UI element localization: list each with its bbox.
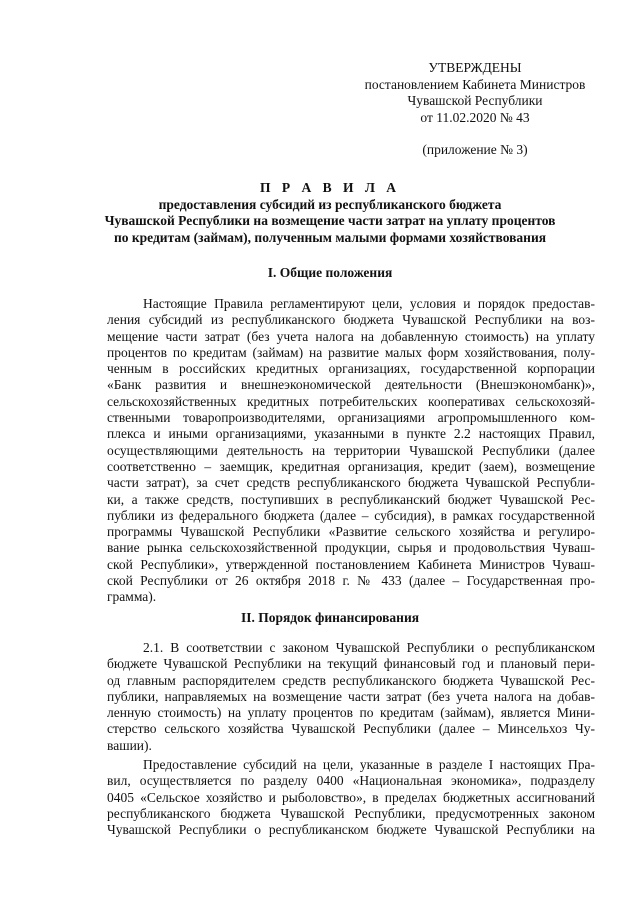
paragraph-line: ченным в российских кредитных организациях, государственной корпорации (107, 361, 595, 377)
paragraph-line: плекса и иными организациями, указанными в пункте 2.2 настоящих Правил, (107, 426, 595, 442)
paragraph-line: республиканского бюджета Чувашской Республики, предусмотренных законом (107, 805, 595, 821)
paragraph-line: ки, а также средств, поступивших в республиканский бюджет Чувашской Рес- (107, 491, 595, 507)
paragraph-line: бюджете Чувашской Республики на текущий финансовый год и плановый пери- (107, 656, 595, 672)
paragraph-line: мещение части затрат (без учета налога на добавленную стоимость) на уплату (107, 328, 595, 344)
paragraph-line: вание рынка сельскохозяйственной продукции, сырья и продовольствия Чуваш- (107, 540, 595, 556)
section-2-heading: II. Порядок финансирования (240, 610, 420, 625)
title-heading: П Р А В И Л А (259, 180, 401, 195)
paragraph-line: ской Республики от 26 октября 2018 г. № 433 (далее – Государственная про- (107, 573, 595, 589)
approval-republic: Чувашской Республики (407, 93, 543, 108)
document-title (60, 180, 600, 246)
title-line: по кредитам (займам), полученным малыми формами хозяйствования (113, 229, 547, 245)
paragraph-line: осуществляющими деятельность на территории Чувашской Республики (далее (107, 442, 595, 458)
paragraph-line: «Банк развития и внешнеэкономической деятельности (Внешэкономбанк)», (107, 377, 595, 393)
approval-stamp (340, 60, 610, 159)
paragraph-line: Предоставление субсидий на цели, указанные в разделе I настоящих Пра- (143, 757, 595, 772)
paragraph-line: ской Республики», утвержденной постановлением Кабинета Министров Чуваш- (107, 556, 595, 572)
paragraph-line: вашии). (107, 737, 152, 753)
approval-annex: (приложение № 3) (422, 142, 528, 157)
paragraph-line: программы Чувашской Республики «Развитие сельского хозяйства и регулиро- (107, 524, 595, 540)
approval-by-resolution: постановлением Кабинета Министров (364, 76, 586, 92)
section-1-heading: I. Общие положения (267, 265, 393, 280)
paragraph-line: стерство сельского хозяйства Чувашской Республики (далее – Минсельхоз Чу- (107, 721, 595, 737)
title-line: предоставления субсидий из республиканского бюджета (158, 196, 502, 212)
paragraph-line: ленную стоимость) на уплату процентов по кредитам (займам), является Мини- (107, 705, 595, 721)
paragraph-line: вил, осуществляется по разделу 0400 «Национальная экономика», подразделу (107, 773, 595, 789)
section-1-paragraph-1 (107, 296, 595, 606)
paragraph-line: 2.1. В соответствии с законом Чувашской Республики о республиканском (143, 640, 595, 655)
title-line: Чувашской Республики на возмещение части затрат на уплату процентов (104, 213, 556, 228)
paragraph-line: сельскохозяйственных кредитных потребительских кооперативах сельскохозяй- (107, 393, 595, 409)
paragraph-line: части затрат), за счет средств республиканского бюджета Чувашской Республи- (107, 475, 595, 491)
section-2-paragraph-1 (107, 640, 595, 754)
approval-approved: УТВЕРЖДЕНЫ (428, 60, 522, 75)
paragraph-line: соответственно – заемщик, кредитная организация, кредит (заем), возмещение (107, 458, 595, 474)
paragraph-line: ственными товаропроизводителями, организациями агропромышленного ком- (107, 410, 595, 426)
section-2-paragraph-2 (107, 757, 595, 838)
approval-date-number: от 11.02.2020 № 43 (420, 109, 530, 125)
paragraph-line: од главным распорядителем средств республиканского бюджета Чувашской Рес- (107, 672, 595, 688)
paragraph-line: грамма). (107, 589, 157, 605)
paragraph-line: Чувашской Республики о республиканском бюджете Чувашской Республики на (107, 822, 595, 838)
paragraph-line: 0405 «Сельское хозяйство и рыболовство», в пределах бюджетных ассигнований (107, 789, 595, 805)
paragraph-line: публики из федерального бюджета (далее – субсидия), в рамках государственной (107, 507, 595, 523)
paragraph-line: публики, направляемых на возмещение части затрат (без учета налога на добав- (107, 688, 595, 704)
paragraph-line: ления субсидий из республиканского бюджета Чувашской Республики на воз- (107, 312, 595, 328)
paragraph-line: Настоящие Правила регламентируют цели, условия и порядок предостав- (143, 296, 595, 311)
paragraph-line: процентов по кредитам (займам) на развитие малых форм хозяйствования, полу- (107, 344, 595, 360)
